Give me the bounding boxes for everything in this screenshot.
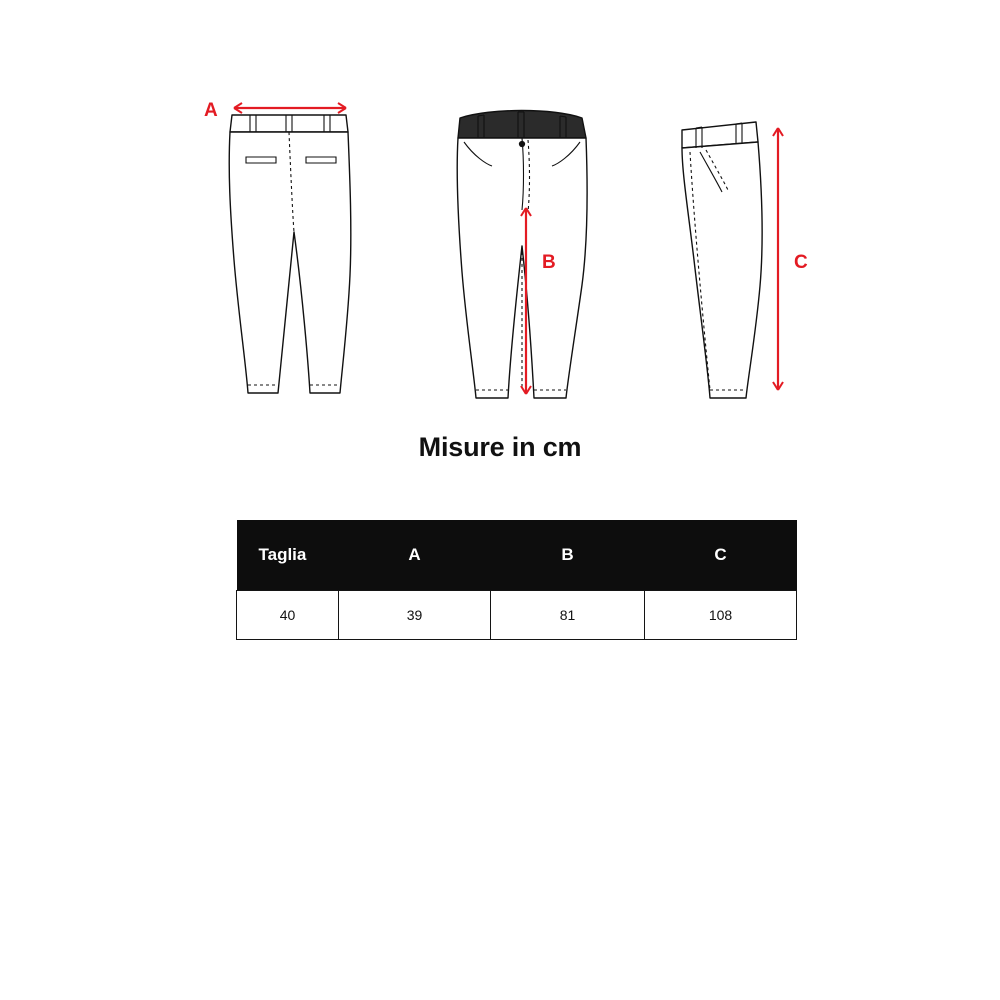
pants-side-view xyxy=(660,60,860,420)
cell-b: 81 xyxy=(491,591,645,640)
label-a: A xyxy=(204,100,218,121)
cell-a: 39 xyxy=(339,591,491,640)
table-row xyxy=(237,591,797,640)
pants-back-view xyxy=(430,60,630,420)
cell-taglia: 40 xyxy=(237,591,339,640)
size-table-wrapper xyxy=(236,520,796,640)
table-header-taglia: Taglia xyxy=(237,520,339,591)
table-header-a: A xyxy=(339,520,491,591)
page-title: Misure in cm xyxy=(418,432,582,462)
size-table xyxy=(236,520,797,640)
table-header-row xyxy=(237,520,797,591)
pants-front-view xyxy=(190,60,410,420)
label-c: C xyxy=(794,252,808,273)
cell-c: 108 xyxy=(645,591,797,640)
label-b: B xyxy=(542,252,556,273)
table-header-b: B xyxy=(491,520,645,591)
table-header-c: C xyxy=(645,520,797,591)
garment-diagram xyxy=(0,60,1000,420)
